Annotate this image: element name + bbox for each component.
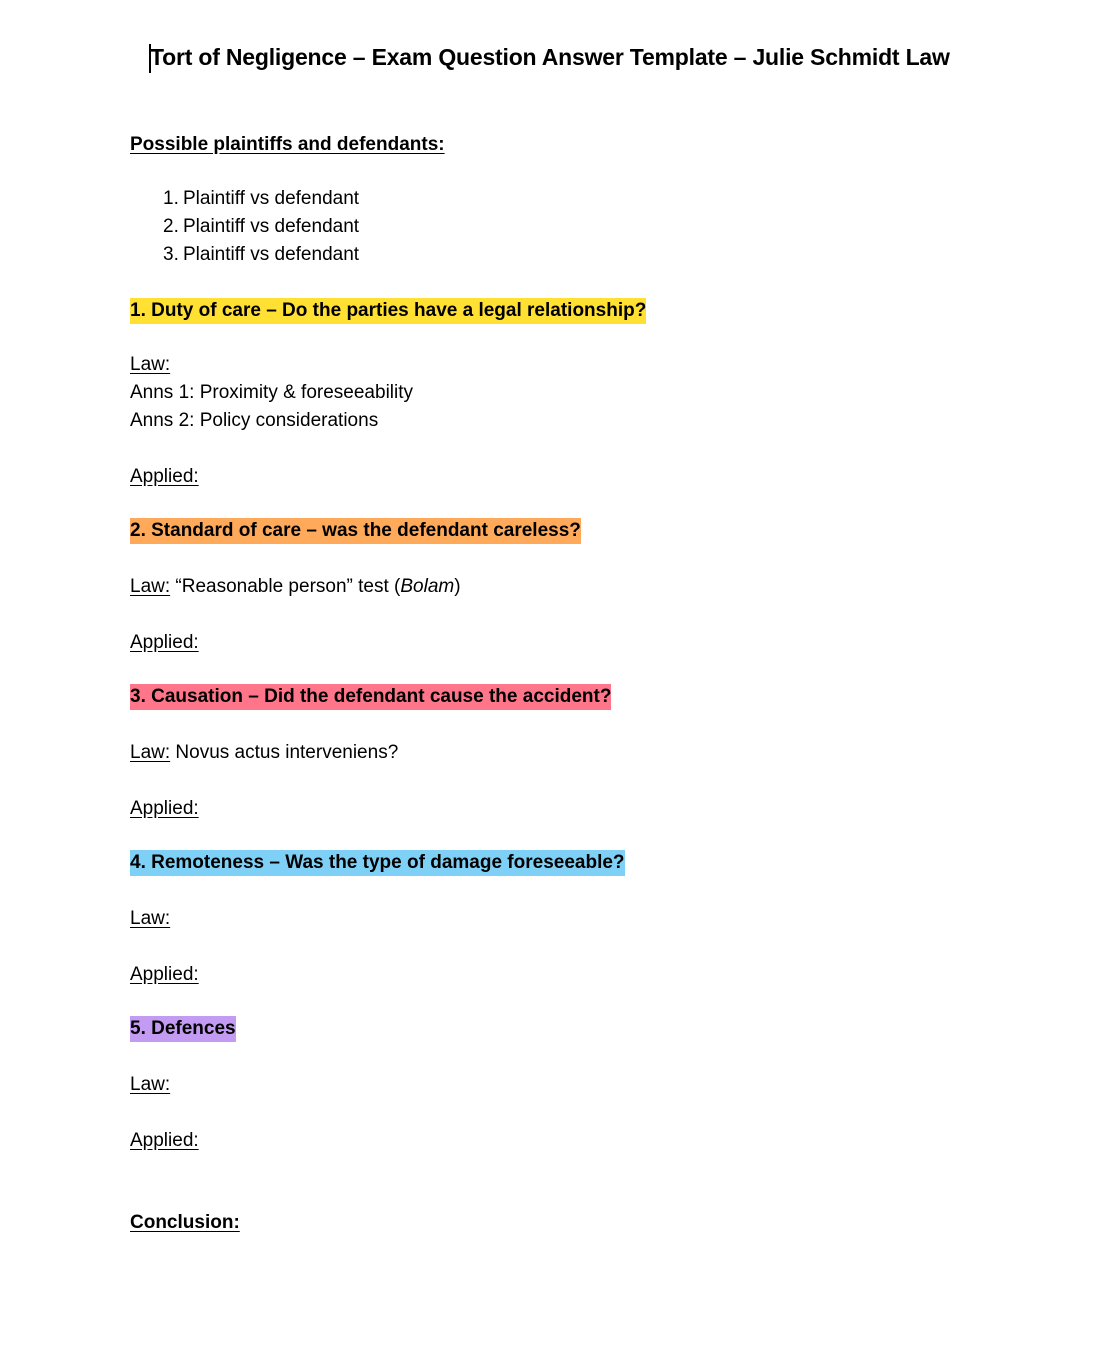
parties-heading: Possible plaintiffs and defendants:: [130, 134, 445, 155]
section-standard-heading: [130, 519, 581, 543]
causation-applied-label: Applied:: [130, 798, 199, 819]
list-text: Plaintiff vs defendant: [183, 188, 360, 209]
defences-law-label: Law:: [130, 1074, 171, 1095]
standard-law-label: Law:: [130, 576, 171, 597]
list-item: [163, 187, 359, 211]
causation-law-line: [130, 741, 398, 765]
causation-law-label: Law:: [130, 742, 171, 763]
section-remoteness-heading: [130, 851, 625, 875]
list-number: 1.: [163, 188, 179, 209]
duty-applied-label: Applied:: [130, 466, 199, 487]
list-text: Plaintiff vs defendant: [183, 244, 360, 265]
list-text: Plaintiff vs defendant: [183, 216, 360, 237]
document-title: Tort of Negligence – Exam Question Answer Template – Julie Schmidt Law: [150, 44, 950, 70]
list-item: [163, 243, 359, 267]
standard-applied-label: Applied:: [130, 632, 199, 653]
standard-law-text: “Reasonable person” test (: [170, 576, 401, 597]
duty-law-label: Law:: [130, 354, 171, 375]
standard-law-line: [130, 575, 461, 599]
causation-law-text: Novus actus interveniens?: [170, 742, 399, 763]
section-defences-heading: [130, 1017, 236, 1041]
list-number: 3.: [163, 244, 179, 265]
list-number: 2.: [163, 216, 179, 237]
section-duty-heading: [130, 299, 646, 323]
standard-law-close: ): [454, 576, 461, 597]
duty-law-line-2: Anns 2: Policy considerations: [130, 410, 379, 431]
bolam-case-name: Bolam: [400, 576, 455, 597]
remoteness-law-label: Law:: [130, 908, 171, 929]
highlight-defences: 5. Defences: [130, 1016, 236, 1042]
highlight-duty: 1. Duty of care – Do the parties have a legal relationship?: [130, 298, 646, 324]
remoteness-applied-label: Applied:: [130, 964, 199, 985]
highlight-remoteness: 4. Remoteness – Was the type of damage foreseeable?: [130, 850, 625, 876]
highlight-causation: 3. Causation – Did the defendant cause the accident?: [130, 684, 611, 710]
section-causation-heading: [130, 685, 611, 709]
duty-law-line-1: Anns 1: Proximity & foreseeability: [130, 382, 414, 403]
defences-applied-label: Applied:: [130, 1130, 199, 1151]
highlight-standard: 2. Standard of care – was the defendant careless?: [130, 518, 581, 544]
conclusion-label: Conclusion:: [130, 1212, 240, 1233]
list-item: [163, 215, 359, 239]
